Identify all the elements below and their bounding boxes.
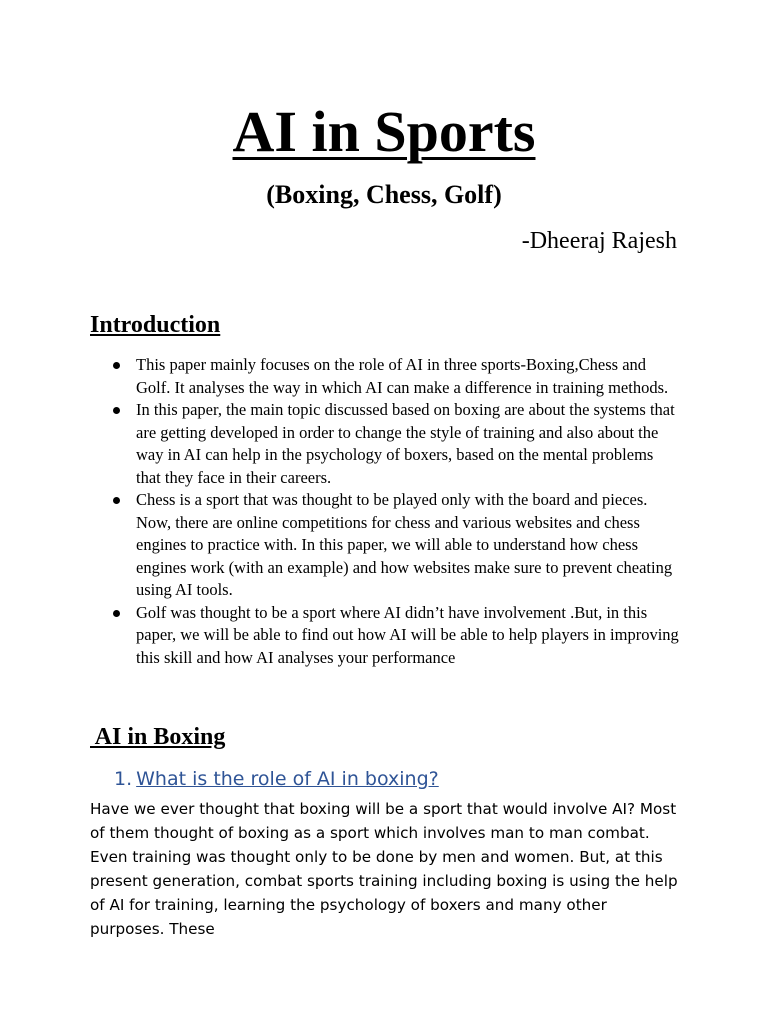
document-title: AI in Sports — [232, 99, 536, 164]
introduction-bullet-list — [90, 354, 680, 669]
bullet-item: Chess is a sport that was thought to be played only with the board and pieces. Now, there are online competitions for chess and various websites and chess engines to practice with. In this paper, we will able to understand how chess engines work (with an example) and how websites make sure to prevent cheating using AI tools. — [90, 489, 680, 602]
document-author: -Dheeraj Rajesh — [521, 228, 677, 254]
document-subtitle: (Boxing, Chess, Golf) — [266, 180, 502, 209]
boxing-question-heading — [114, 768, 439, 790]
bullet-item: In this paper, the main topic discussed based on boxing are about the systems that are getting developed in order to change the style of training and also about the way in AI can help in the psychology of boxers, based on the mental problems that they face in their careers. — [90, 399, 680, 489]
bullet-item: Golf was thought to be a sport where AI didn’t have involvement .But, in this paper, we will be able to find out how AI will be able to help players in improving this skill and how AI analyses your performance — [90, 602, 680, 670]
question-text: What is the role of AI in boxing? — [136, 768, 439, 790]
ai-in-boxing-heading: AI in Boxing — [90, 724, 226, 750]
question-number: 1. — [114, 768, 133, 790]
bullet-item: This paper mainly focuses on the role of AI in three sports-Boxing,Chess and Golf. It analyses the way in which AI can make a difference in training methods. — [90, 354, 680, 399]
introduction-heading: Introduction — [90, 312, 221, 338]
boxing-paragraph: Have we ever thought that boxing will be a sport that would involve AI? Most of them thought of boxing as a sport which involves man to man combat. Even training was thought only to be done by men and women. But, at this present generation, combat sports training including boxing is using the help of AI for training, learning the psychology of boxers and many other purposes. These — [90, 800, 678, 938]
